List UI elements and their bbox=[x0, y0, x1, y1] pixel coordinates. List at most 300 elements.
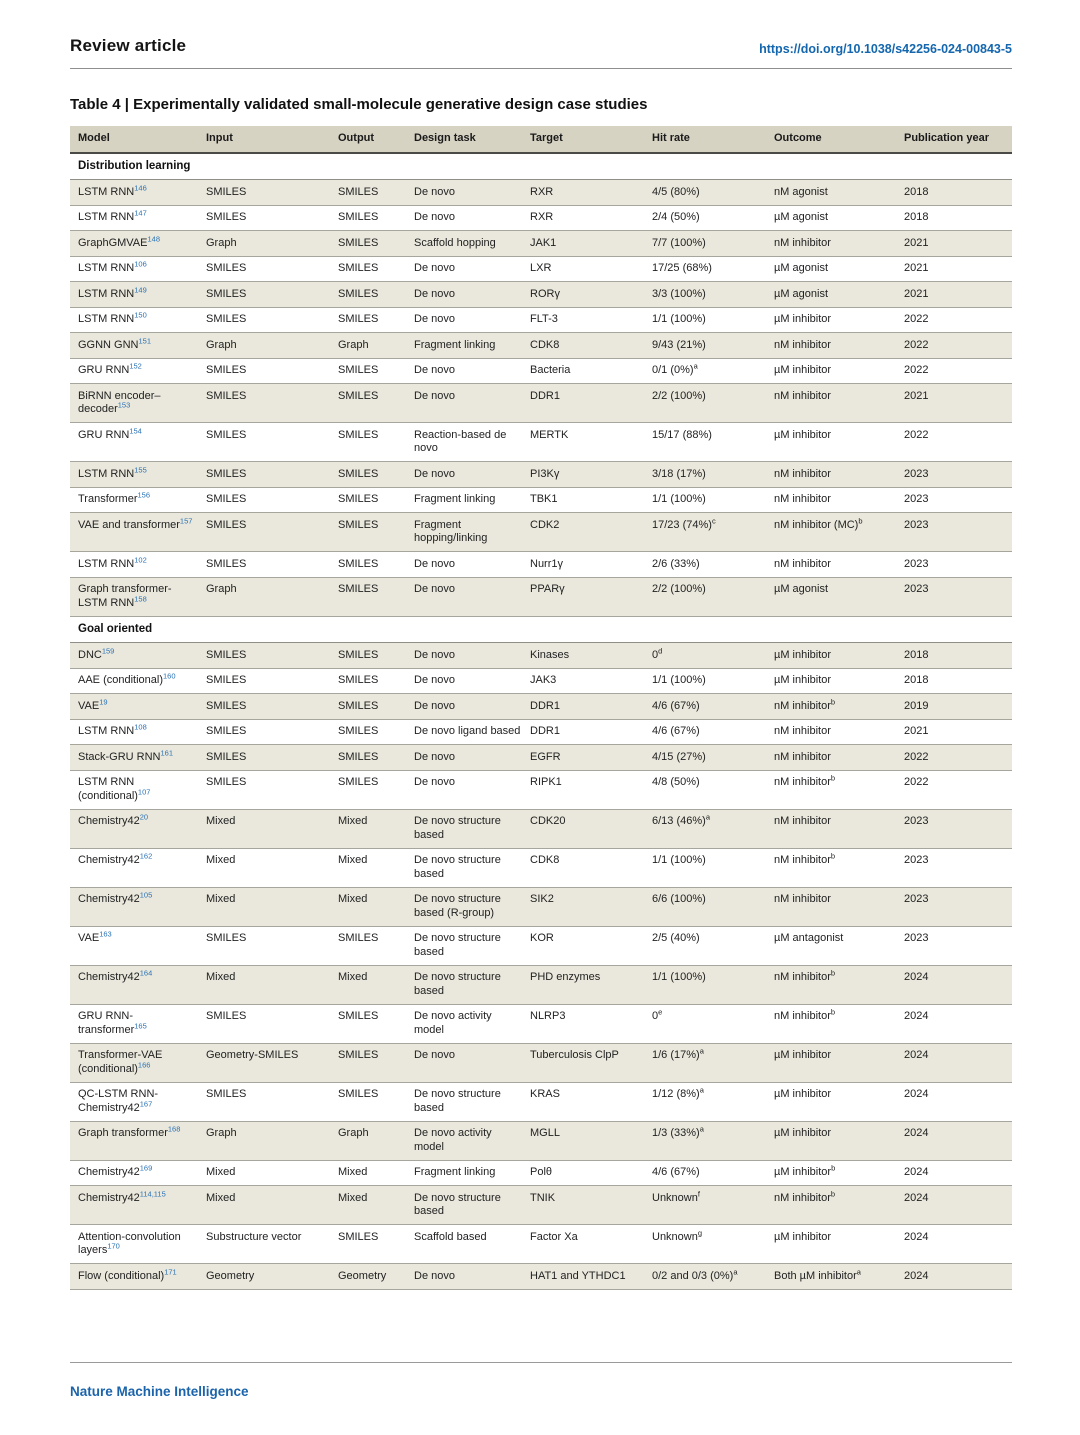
table-row bbox=[70, 694, 1012, 720]
citation-reference[interactable]: 107 bbox=[137, 786, 151, 796]
input-cell: SMILES bbox=[206, 205, 338, 231]
table-title: Table 4 | Experimentally validated small-molecule generative design case studies bbox=[70, 96, 648, 113]
input-cell: SMILES bbox=[206, 643, 338, 669]
task-cell: De novo ligand based bbox=[414, 719, 530, 745]
section-row bbox=[70, 153, 1012, 180]
table-row bbox=[70, 643, 1012, 669]
target-cell: KOR bbox=[530, 926, 652, 965]
table-row bbox=[70, 231, 1012, 257]
task-cell: De novo bbox=[414, 770, 530, 809]
footnote-marker: e bbox=[658, 1007, 663, 1017]
hit-cell: 17/25 (68%) bbox=[652, 256, 774, 282]
footnote-marker: b bbox=[830, 696, 836, 706]
hit-cell: 1/3 (33%)$^a$ bbox=[652, 1121, 774, 1160]
citation-reference[interactable]: 163 bbox=[99, 929, 112, 939]
output-cell: Mixed bbox=[338, 848, 414, 887]
input-cell: Mixed bbox=[206, 965, 338, 1004]
hit-cell: 1/1 (100%) bbox=[652, 668, 774, 694]
input-cell: SMILES bbox=[206, 926, 338, 965]
model-cell: Chemistry42$^{114,115}$ bbox=[70, 1186, 206, 1225]
column-header-hit-rate: Hit rate bbox=[652, 126, 774, 153]
model-cell: Chemistry42$^{20}$ bbox=[70, 809, 206, 848]
model-cell: LSTM RNN$^{155}$ bbox=[70, 462, 206, 488]
task-cell: De novo bbox=[414, 180, 530, 206]
output-cell: SMILES bbox=[338, 423, 414, 462]
model-cell: Chemistry42$^{105}$ bbox=[70, 887, 206, 926]
citation-reference[interactable]: 150 bbox=[134, 310, 147, 320]
model-cell: Stack-GRU RNN$^{161}$ bbox=[70, 745, 206, 771]
input-cell: Mixed bbox=[206, 887, 338, 926]
output-cell: Mixed bbox=[338, 965, 414, 1004]
task-cell: Fragment hopping/linking bbox=[414, 513, 530, 552]
task-cell: De novo bbox=[414, 1043, 530, 1082]
task-cell: De novo bbox=[414, 577, 530, 616]
outcome-cell: nM inhibitor$^b$ bbox=[774, 965, 904, 1004]
hit-cell: 4/5 (80%) bbox=[652, 180, 774, 206]
task-cell: De novo bbox=[414, 307, 530, 333]
year-cell: 2024 bbox=[904, 1121, 1012, 1160]
table-row bbox=[70, 307, 1012, 333]
outcome-cell: nM inhibitor bbox=[774, 552, 904, 578]
target-cell: RXR bbox=[530, 205, 652, 231]
output-cell: SMILES bbox=[338, 231, 414, 257]
input-cell: SMILES bbox=[206, 462, 338, 488]
table-row bbox=[70, 1121, 1012, 1160]
task-cell: De novo bbox=[414, 694, 530, 720]
citation-reference[interactable]: 161 bbox=[160, 747, 174, 757]
year-cell: 2023 bbox=[904, 577, 1012, 616]
input-cell: SMILES bbox=[206, 358, 338, 384]
table-row bbox=[70, 1082, 1012, 1121]
outcome-cell: nM inhibitor bbox=[774, 887, 904, 926]
citation-reference[interactable]: 157 bbox=[179, 515, 193, 525]
input-cell: Graph bbox=[206, 1121, 338, 1160]
target-cell: PPARγ bbox=[530, 577, 652, 616]
journal-name: Nature Machine Intelligence bbox=[70, 1384, 249, 1399]
doi-link[interactable]: https://doi.org/10.1038/s42256-024-00843-5 bbox=[759, 42, 1012, 56]
table-row bbox=[70, 668, 1012, 694]
year-cell: 2018 bbox=[904, 643, 1012, 669]
outcome-cell: µM inhibitor bbox=[774, 423, 904, 462]
citation-reference[interactable]: 108 bbox=[134, 722, 147, 732]
table-row bbox=[70, 926, 1012, 965]
output-cell: SMILES bbox=[338, 513, 414, 552]
outcome-cell: nM inhibitor$^b$ bbox=[774, 1004, 904, 1043]
target-cell: Kinases bbox=[530, 643, 652, 669]
input-cell: SMILES bbox=[206, 256, 338, 282]
citation-reference[interactable]: 152 bbox=[129, 361, 142, 371]
hit-cell: 1/1 (100%) bbox=[652, 487, 774, 513]
table-row bbox=[70, 719, 1012, 745]
year-cell: 2022 bbox=[904, 358, 1012, 384]
table-row bbox=[70, 1043, 1012, 1082]
target-cell: PHD enzymes bbox=[530, 965, 652, 1004]
model-cell: Transformer-VAE (conditional)$^{166}$ bbox=[70, 1043, 206, 1082]
year-cell: 2018 bbox=[904, 668, 1012, 694]
citation-reference[interactable]: 162 bbox=[139, 851, 153, 861]
outcome-cell: nM agonist bbox=[774, 180, 904, 206]
model-cell: Chemistry42$^{162}$ bbox=[70, 848, 206, 887]
year-cell: 2024 bbox=[904, 1264, 1012, 1290]
footnote-marker: a bbox=[705, 812, 710, 822]
task-cell: De novo structure based bbox=[414, 1186, 530, 1225]
model-cell: LSTM RNN$^{102}$ bbox=[70, 552, 206, 578]
hit-cell: 3/18 (17%) bbox=[652, 462, 774, 488]
citation-reference[interactable]: 105 bbox=[139, 890, 153, 900]
citation-reference[interactable]: 149 bbox=[134, 284, 147, 294]
target-cell: CDK8 bbox=[530, 333, 652, 359]
citation-reference[interactable]: 114,115 bbox=[139, 1188, 166, 1198]
model-cell: GRU RNN$^{152}$ bbox=[70, 358, 206, 384]
input-cell: Graph bbox=[206, 231, 338, 257]
input-cell: Mixed bbox=[206, 809, 338, 848]
footnote-marker: a bbox=[856, 1266, 861, 1276]
footnote-marker: b bbox=[830, 1007, 836, 1017]
model-cell: LSTM RNN$^{108}$ bbox=[70, 719, 206, 745]
input-cell: SMILES bbox=[206, 513, 338, 552]
target-cell: PI3Kγ bbox=[530, 462, 652, 488]
footnote-marker: b bbox=[830, 1188, 836, 1198]
footnote-marker: b bbox=[830, 851, 836, 861]
section-label: Goal oriented bbox=[70, 616, 1012, 643]
hit-cell: 0e bbox=[652, 1004, 774, 1043]
target-cell: TBK1 bbox=[530, 487, 652, 513]
footnote-marker: a bbox=[693, 361, 698, 371]
target-cell: RIPK1 bbox=[530, 770, 652, 809]
year-cell: 2018 bbox=[904, 205, 1012, 231]
outcome-cell: µM inhibitor bbox=[774, 358, 904, 384]
outcome-cell: µM agonist bbox=[774, 256, 904, 282]
hit-cell: 2/2 (100%) bbox=[652, 384, 774, 423]
year-cell: 2023 bbox=[904, 462, 1012, 488]
task-cell: De novo bbox=[414, 462, 530, 488]
input-cell: Substructure vector bbox=[206, 1225, 338, 1264]
year-cell: 2021 bbox=[904, 719, 1012, 745]
input-cell: SMILES bbox=[206, 282, 338, 308]
table-row bbox=[70, 848, 1012, 887]
target-cell: NLRP3 bbox=[530, 1004, 652, 1043]
target-cell: HAT1 and YTHDC1 bbox=[530, 1264, 652, 1290]
model-cell: VAE and transformer$^{157}$ bbox=[70, 513, 206, 552]
year-cell: 2023 bbox=[904, 552, 1012, 578]
footnote-marker: b bbox=[831, 1163, 836, 1173]
outcome-cell: nM inhibitor bbox=[774, 809, 904, 848]
outcome-cell: nM inhibitor bbox=[774, 384, 904, 423]
output-cell: SMILES bbox=[338, 205, 414, 231]
citation-reference[interactable]: 156 bbox=[137, 490, 151, 500]
input-cell: SMILES bbox=[206, 1082, 338, 1121]
model-cell: GRU RNN$^{154}$ bbox=[70, 423, 206, 462]
footnote-marker: a bbox=[699, 1124, 704, 1134]
hit-cell: Unknown$^g$ bbox=[652, 1225, 774, 1264]
model-cell: BiRNN encoder–decoder$^{153}$ bbox=[70, 384, 206, 423]
outcome-cell: µM agonist bbox=[774, 282, 904, 308]
outcome-cell: µM antagonist bbox=[774, 926, 904, 965]
input-cell: Mixed bbox=[206, 1186, 338, 1225]
output-cell: SMILES bbox=[338, 719, 414, 745]
table-row bbox=[70, 965, 1012, 1004]
model-cell: Graph transformer-LSTM RNN$^{158}$ bbox=[70, 577, 206, 616]
input-cell: SMILES bbox=[206, 694, 338, 720]
output-cell: SMILES bbox=[338, 1082, 414, 1121]
year-cell: 2021 bbox=[904, 282, 1012, 308]
citation-reference[interactable]: 19 bbox=[99, 696, 108, 706]
output-cell: SMILES bbox=[338, 256, 414, 282]
output-cell: SMILES bbox=[338, 926, 414, 965]
hit-cell: 1/12 (8%)$^a$ bbox=[652, 1082, 774, 1121]
citation-reference[interactable]: 155 bbox=[134, 464, 147, 474]
task-cell: De novo bbox=[414, 668, 530, 694]
footnote-marker: a bbox=[699, 1046, 704, 1056]
target-cell: CDK8 bbox=[530, 848, 652, 887]
hit-cell: 4/6 (67%) bbox=[652, 719, 774, 745]
year-cell: 2023 bbox=[904, 513, 1012, 552]
output-cell: SMILES bbox=[338, 1004, 414, 1043]
target-cell: DDR1 bbox=[530, 719, 652, 745]
output-cell: SMILES bbox=[338, 180, 414, 206]
footnote-marker: a bbox=[699, 1085, 704, 1095]
table-row bbox=[70, 1160, 1012, 1186]
outcome-cell: nM inhibitor bbox=[774, 462, 904, 488]
citation-reference[interactable]: 147 bbox=[134, 208, 147, 218]
hit-cell: 6/13 (46%)$^a$ bbox=[652, 809, 774, 848]
hit-cell: 2/6 (33%) bbox=[652, 552, 774, 578]
citation-reference[interactable]: 154 bbox=[129, 425, 142, 435]
citation-reference[interactable]: 169 bbox=[139, 1163, 153, 1173]
output-cell: SMILES bbox=[338, 462, 414, 488]
target-cell: EGFR bbox=[530, 745, 652, 771]
task-cell: De novo activity model bbox=[414, 1004, 530, 1043]
task-cell: De novo structure based bbox=[414, 965, 530, 1004]
table-row bbox=[70, 887, 1012, 926]
citation-reference[interactable]: 159 bbox=[101, 645, 115, 655]
outcome-cell: nM inhibitor bbox=[774, 719, 904, 745]
table-row bbox=[70, 462, 1012, 488]
hit-cell: 4/6 (67%) bbox=[652, 1160, 774, 1186]
year-cell: 2024 bbox=[904, 1160, 1012, 1186]
table-row bbox=[70, 205, 1012, 231]
table-row bbox=[70, 745, 1012, 771]
table-row bbox=[70, 577, 1012, 616]
table-row bbox=[70, 770, 1012, 809]
input-cell: SMILES bbox=[206, 487, 338, 513]
target-cell: DDR1 bbox=[530, 384, 652, 423]
year-cell: 2018 bbox=[904, 180, 1012, 206]
task-cell: Scaffold based bbox=[414, 1225, 530, 1264]
target-cell: JAK3 bbox=[530, 668, 652, 694]
input-cell: Geometry-SMILES bbox=[206, 1043, 338, 1082]
citation-reference[interactable]: 158 bbox=[134, 593, 147, 603]
task-cell: De novo activity model bbox=[414, 1121, 530, 1160]
input-cell: SMILES bbox=[206, 423, 338, 462]
output-cell: Geometry bbox=[338, 1264, 414, 1290]
citation-reference[interactable]: 170 bbox=[107, 1241, 120, 1251]
table-row bbox=[70, 333, 1012, 359]
output-cell: SMILES bbox=[338, 577, 414, 616]
citation-reference[interactable]: 153 bbox=[117, 400, 131, 410]
citation-reference[interactable]: 160 bbox=[163, 671, 176, 681]
column-header-outcome: Outcome bbox=[774, 126, 904, 153]
column-header-publication-year: Publication year bbox=[904, 126, 1012, 153]
task-cell: Fragment linking bbox=[414, 333, 530, 359]
hit-cell: 9/43 (21%) bbox=[652, 333, 774, 359]
year-cell: 2021 bbox=[904, 256, 1012, 282]
output-cell: SMILES bbox=[338, 643, 414, 669]
outcome-cell: µM inhibitor bbox=[774, 668, 904, 694]
model-cell: AAE (conditional)$^{160}$ bbox=[70, 668, 206, 694]
outcome-cell: nM inhibitor bbox=[774, 487, 904, 513]
input-cell: SMILES bbox=[206, 180, 338, 206]
target-cell: CDK20 bbox=[530, 809, 652, 848]
outcome-cell: µM inhibitor$^b$ bbox=[774, 1160, 904, 1186]
hit-cell: 2/5 (40%) bbox=[652, 926, 774, 965]
table-row bbox=[70, 809, 1012, 848]
citation-reference[interactable]: 151 bbox=[138, 335, 152, 345]
hit-cell: Unknown$^f$ bbox=[652, 1186, 774, 1225]
target-cell: LXR bbox=[530, 256, 652, 282]
outcome-cell: Both µM inhibitor$^a$ bbox=[774, 1264, 904, 1290]
year-cell: 2024 bbox=[904, 965, 1012, 1004]
output-cell: SMILES bbox=[338, 1043, 414, 1082]
outcome-cell: nM inhibitor bbox=[774, 333, 904, 359]
output-cell: SMILES bbox=[338, 552, 414, 578]
output-cell: SMILES bbox=[338, 1225, 414, 1264]
year-cell: 2022 bbox=[904, 423, 1012, 462]
input-cell: Mixed bbox=[206, 1160, 338, 1186]
table-row bbox=[70, 358, 1012, 384]
hit-cell: 3/3 (100%) bbox=[652, 282, 774, 308]
task-cell: De novo structure based bbox=[414, 848, 530, 887]
footnote-marker: a bbox=[733, 1266, 738, 1276]
year-cell: 2023 bbox=[904, 848, 1012, 887]
task-cell: De novo structure based bbox=[414, 1082, 530, 1121]
outcome-cell: nM inhibitor bbox=[774, 231, 904, 257]
footer-divider bbox=[70, 1362, 1012, 1363]
table-header-row bbox=[70, 126, 1012, 153]
citation-reference[interactable]: 167 bbox=[139, 1098, 153, 1108]
citation-reference[interactable]: 165 bbox=[134, 1020, 147, 1030]
model-cell: LSTM RNN$^{150}$ bbox=[70, 307, 206, 333]
input-cell: SMILES bbox=[206, 1004, 338, 1043]
output-cell: SMILES bbox=[338, 694, 414, 720]
model-cell: LSTM RNN$^{147}$ bbox=[70, 205, 206, 231]
output-cell: Graph bbox=[338, 333, 414, 359]
outcome-cell: nM inhibitor bbox=[774, 745, 904, 771]
task-cell: De novo bbox=[414, 358, 530, 384]
footnote-marker: f bbox=[697, 1188, 700, 1198]
hit-cell: 1/1 (100%) bbox=[652, 848, 774, 887]
model-cell: LSTM RNN$^{149}$ bbox=[70, 282, 206, 308]
hit-cell: 0/1 (0%)$^a$ bbox=[652, 358, 774, 384]
footnote-marker: g bbox=[697, 1227, 703, 1237]
year-cell: 2021 bbox=[904, 231, 1012, 257]
citation-reference[interactable]: 106 bbox=[134, 259, 147, 269]
outcome-cell: nM inhibitor (MC)$^b$ bbox=[774, 513, 904, 552]
table-row bbox=[70, 1264, 1012, 1290]
footnote-marker: b bbox=[858, 515, 863, 525]
model-cell: Attention-convolution layers$^{170}$ bbox=[70, 1225, 206, 1264]
article-type-label: Review article bbox=[70, 36, 187, 55]
target-cell: Bacteria bbox=[530, 358, 652, 384]
target-cell: CDK2 bbox=[530, 513, 652, 552]
year-cell: 2024 bbox=[904, 1004, 1012, 1043]
input-cell: SMILES bbox=[206, 668, 338, 694]
citation-reference[interactable]: 102 bbox=[134, 554, 147, 564]
model-cell: Graph transformer$^{168}$ bbox=[70, 1121, 206, 1160]
output-cell: Mixed bbox=[338, 809, 414, 848]
target-cell: Tuberculosis ClpP bbox=[530, 1043, 652, 1082]
outcome-cell: µM inhibitor bbox=[774, 643, 904, 669]
target-cell: MGLL bbox=[530, 1121, 652, 1160]
hit-cell: 1/1 (100%) bbox=[652, 307, 774, 333]
hit-cell: 2/4 (50%) bbox=[652, 205, 774, 231]
target-cell: MERTK bbox=[530, 423, 652, 462]
citation-reference[interactable]: 146 bbox=[134, 182, 147, 192]
task-cell: De novo bbox=[414, 384, 530, 423]
output-cell: Mixed bbox=[338, 1186, 414, 1225]
citation-reference[interactable]: 171 bbox=[164, 1266, 177, 1276]
model-cell: GGNN GNN$^{151}$ bbox=[70, 333, 206, 359]
outcome-cell: nM inhibitor$^b$ bbox=[774, 694, 904, 720]
task-cell: De novo bbox=[414, 745, 530, 771]
outcome-cell: µM inhibitor bbox=[774, 307, 904, 333]
column-header-target: Target bbox=[530, 126, 652, 153]
input-cell: Mixed bbox=[206, 848, 338, 887]
section-label: Distribution learning bbox=[70, 153, 1012, 180]
output-cell: Mixed bbox=[338, 887, 414, 926]
task-cell: Fragment linking bbox=[414, 487, 530, 513]
footnote-marker: b bbox=[830, 773, 836, 783]
input-cell: SMILES bbox=[206, 307, 338, 333]
model-cell: Flow (conditional)$^{171}$ bbox=[70, 1264, 206, 1290]
table-row bbox=[70, 384, 1012, 423]
citation-reference[interactable]: 148 bbox=[147, 233, 161, 243]
citation-reference[interactable]: 166 bbox=[137, 1059, 151, 1069]
hit-cell: 4/15 (27%) bbox=[652, 745, 774, 771]
output-cell: Graph bbox=[338, 1121, 414, 1160]
task-cell: De novo structure based bbox=[414, 926, 530, 965]
output-cell: SMILES bbox=[338, 307, 414, 333]
model-cell: GraphGMVAE$^{148}$ bbox=[70, 231, 206, 257]
table-row bbox=[70, 1004, 1012, 1043]
model-cell: GRU RNN-transformer$^{165}$ bbox=[70, 1004, 206, 1043]
outcome-cell: µM inhibitor bbox=[774, 1043, 904, 1082]
target-cell: RXR bbox=[530, 180, 652, 206]
target-cell: FLT-3 bbox=[530, 307, 652, 333]
citation-reference[interactable]: 164 bbox=[139, 968, 153, 978]
year-cell: 2024 bbox=[904, 1043, 1012, 1082]
hit-cell: 17/23 (74%)$^c$ bbox=[652, 513, 774, 552]
table-row bbox=[70, 1225, 1012, 1264]
citation-reference[interactable]: 168 bbox=[167, 1124, 181, 1134]
hit-cell: 1/1 (100%) bbox=[652, 965, 774, 1004]
year-cell: 2024 bbox=[904, 1225, 1012, 1264]
page-footer bbox=[70, 1362, 1012, 1401]
input-cell: Geometry bbox=[206, 1264, 338, 1290]
task-cell: De novo bbox=[414, 256, 530, 282]
table-row bbox=[70, 282, 1012, 308]
output-cell: SMILES bbox=[338, 487, 414, 513]
section-row bbox=[70, 616, 1012, 643]
task-cell: De novo structure based bbox=[414, 809, 530, 848]
model-cell: VAE$^{163}$ bbox=[70, 926, 206, 965]
citation-reference[interactable]: 20 bbox=[139, 812, 149, 822]
table-row bbox=[70, 552, 1012, 578]
input-cell: SMILES bbox=[206, 552, 338, 578]
outcome-cell: nM inhibitor$^b$ bbox=[774, 770, 904, 809]
task-cell: De novo structure based (R-group) bbox=[414, 887, 530, 926]
target-cell: DDR1 bbox=[530, 694, 652, 720]
